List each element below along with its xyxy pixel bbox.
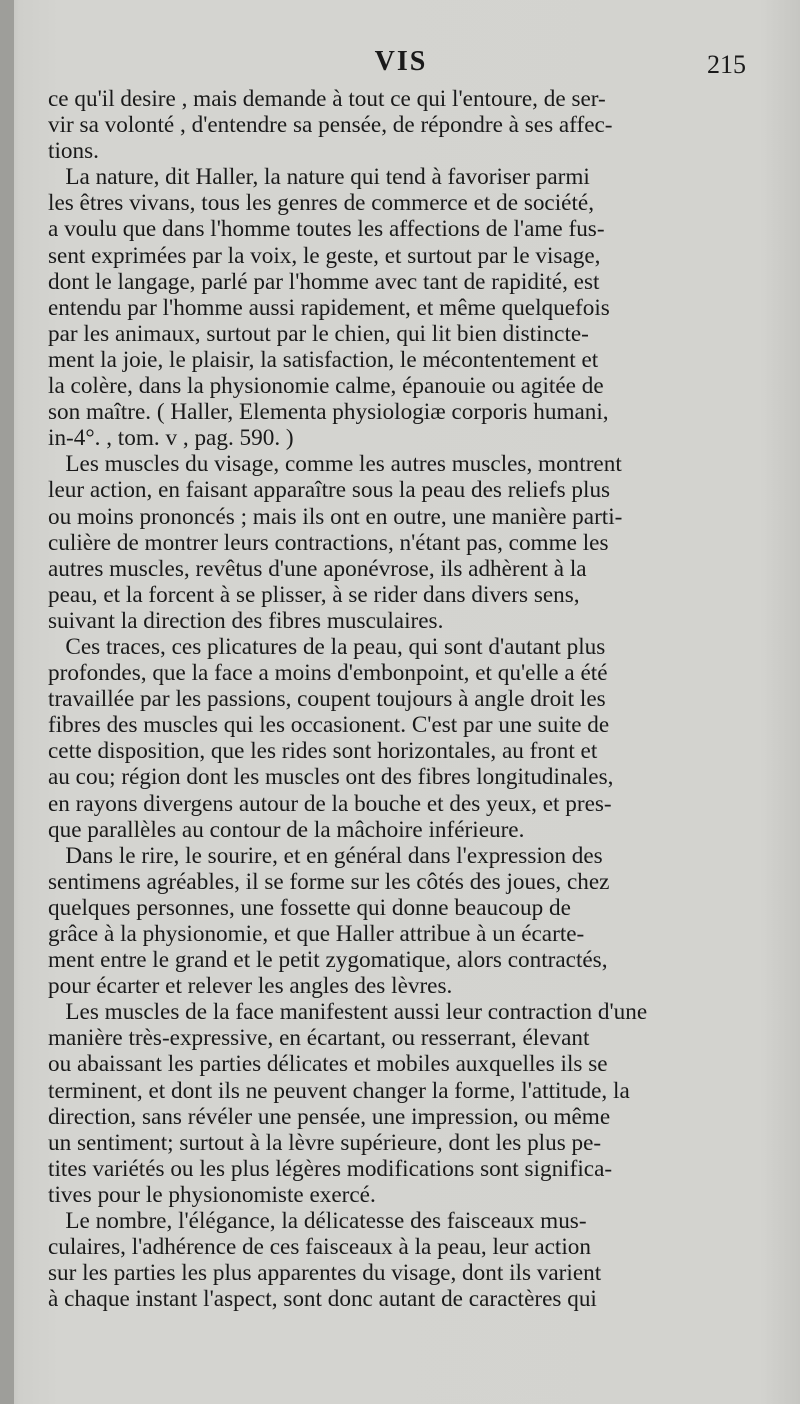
text-line: culaires, l'adhérence de ces faisceaux à la peau, leur action xyxy=(48,1234,591,1261)
text-line: pour écarter et relever les angles des lèvres. xyxy=(48,973,453,1000)
text-line: Ces traces, ces plicatures de la peau, qui sont d'autant plus xyxy=(48,633,606,660)
text-line: manière très-expressive, en écartant, ou resserrant, élevant xyxy=(48,1025,590,1052)
text-line: direction, sans révéler une pensée, une impression, ou même xyxy=(48,1103,611,1130)
text-line: quelques personnes, une fossette qui donne beaucoup de xyxy=(48,894,571,921)
text-line: La nature, dit Haller, la nature qui tend à favoriser parmi xyxy=(48,164,590,191)
text-line: tives pour le physionomiste exercé. xyxy=(48,1181,376,1208)
text-line: in-4°. , tom. v , pag. 590. ) xyxy=(48,425,294,452)
text-line: Les muscles de la face manifestent aussi leur contraction d'une xyxy=(48,999,648,1026)
text-line: Dans le rire, le sourire, et en général dans l'expression des xyxy=(48,842,603,869)
text-line: Les muscles du visage, comme les autres muscles, montrent xyxy=(48,451,622,478)
page-header xyxy=(48,46,754,86)
text-line: par les animaux, surtout par le chien, qui lit bien distincte- xyxy=(48,320,589,347)
running-head: VIS xyxy=(374,46,428,77)
text-line: culière de montrer leurs contractions, n'étant pas, comme les xyxy=(48,529,609,556)
text-line: autres muscles, revêtus d'une aponévrose, ils adhèrent à la xyxy=(48,555,587,582)
text-line: profondes, que la face a moins d'embonpoint, et qu'elle a été xyxy=(48,660,608,687)
text-line: cette disposition, que les rides sont horizontales, au front et xyxy=(48,738,598,765)
text-line: ment entre le grand et le petit zygomatique, alors contractés, xyxy=(48,947,608,974)
text-line: sentimens agréables, il se forme sur les côtés des joues, chez xyxy=(48,868,610,895)
text-line: leur action, en faisant apparaître sous la peau des reliefs plus xyxy=(48,477,611,504)
text-line: que parallèles au contour de la mâchoire inférieure. xyxy=(48,816,525,843)
text-line: dont le langage, parlé par l'homme avec tant de rapidité, est xyxy=(48,268,600,295)
text-line: travaillée par les passions, coupent toujours à angle droit les xyxy=(48,686,606,713)
text-line: sur les parties les plus apparentes du visage, dont ils varient xyxy=(48,1260,602,1287)
text-line: fibres des muscles qui les occasionent. C'est par une suite de xyxy=(48,712,610,739)
text-line: les êtres vivans, tous les genres de commerce et de société, xyxy=(48,190,594,217)
text-line: ce qu'il desire , mais demande à tout ce qui l'entoure, de ser- xyxy=(48,86,606,112)
text-line: a voulu que dans l'homme toutes les affections de l'ame fus- xyxy=(48,216,605,243)
text-line: Le nombre, l'élégance, la délicatesse des faisceaux mus- xyxy=(48,1208,587,1235)
text-line: à chaque instant l'aspect, sont donc autant de caractères qui xyxy=(48,1286,597,1313)
text-line: en rayons divergens autour de la bouche et des yeux, et pres- xyxy=(48,790,612,817)
text-line: un sentiment; surtout à la lèvre supérieure, dont les plus pe- xyxy=(48,1129,602,1156)
text-line: ou moins prononcés ; mais ils ont en outre, une manière parti- xyxy=(48,503,623,530)
text-line: suivant la direction des fibres musculaires. xyxy=(48,607,444,634)
page-gutter xyxy=(0,0,14,1404)
body-text xyxy=(48,86,704,1312)
text-line: la colère, dans la physionomie calme, épanouie ou agitée de xyxy=(48,373,604,400)
text-line: tions. xyxy=(48,138,99,165)
text-line: au cou; région dont les muscles ont des fibres longitudinales, xyxy=(48,764,614,791)
text-line: peau, et la forcent à se plisser, à se rider dans divers sens, xyxy=(48,581,580,608)
text-line: son maître. ( Haller, Elementa physiologiæ corporis humani, xyxy=(48,399,609,426)
text-line: ment la joie, le plaisir, la satisfaction, le mécontentement et xyxy=(48,346,599,373)
text-line: ou abaissant les parties délicates et mobiles auxquelles ils se xyxy=(48,1051,608,1078)
text-line: tites variétés ou les plus légères modifications sont significa- xyxy=(48,1155,613,1182)
page-number: 215 xyxy=(707,50,746,79)
text-line: entendu par l'homme aussi rapidement, et même quelquefois xyxy=(48,294,610,321)
text-line: grâce à la physionomie, et que Haller attribue à un écarte- xyxy=(48,921,585,947)
text-line: terminent, et dont ils ne peuvent changer la forme, l'attitude, la xyxy=(48,1077,630,1104)
text-line: sent exprimées par la voix, le geste, et surtout par le visage, xyxy=(48,242,601,269)
text-line: vir sa volonté , d'entendre sa pensée, de répondre à ses affec- xyxy=(48,112,613,139)
